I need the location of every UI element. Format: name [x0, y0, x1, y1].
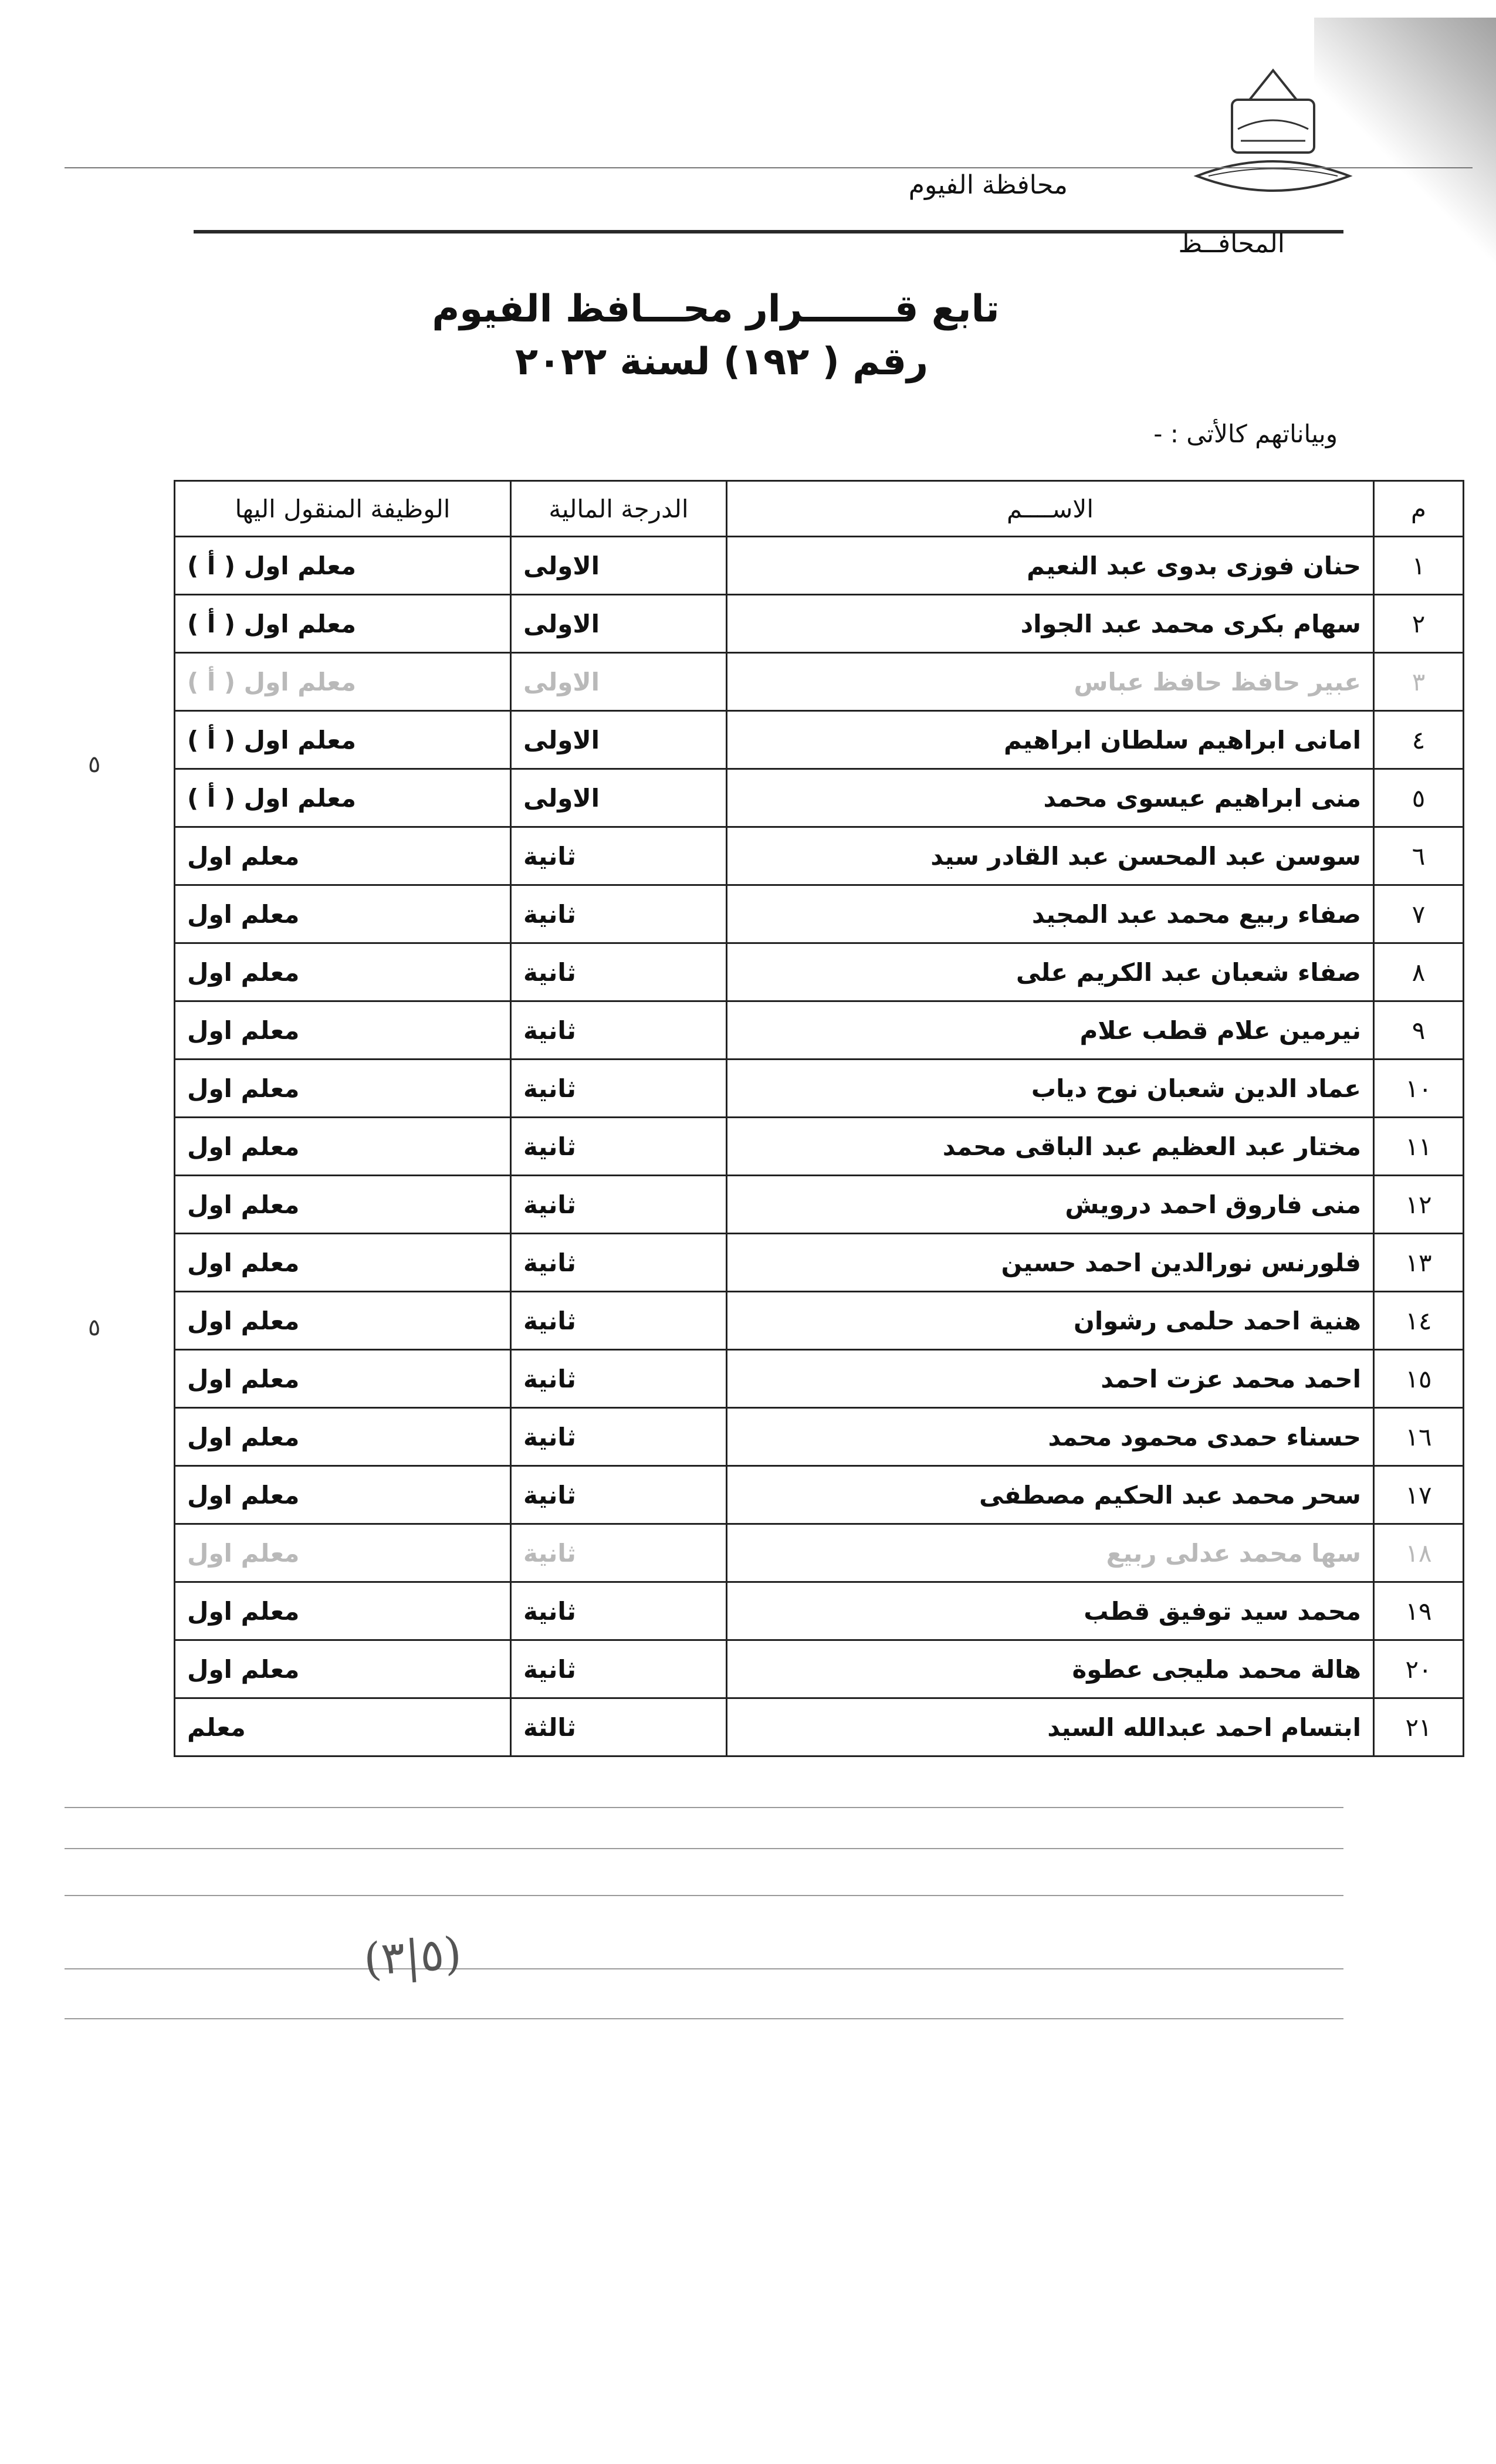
table-row — [175, 1176, 1464, 1234]
row-name: حسناء حمدى محمود محمد — [727, 1408, 1374, 1466]
row-grade: ثانية — [511, 1234, 727, 1292]
row-num: ٥ — [1374, 769, 1464, 827]
row-job: معلم اول — [175, 1582, 511, 1640]
row-num: ١٩ — [1374, 1582, 1464, 1640]
row-grade: الاولى — [511, 653, 727, 711]
row-grade: ثانية — [511, 1524, 727, 1582]
table-row — [175, 827, 1464, 885]
row-name: سها محمد عدلى ربيع — [727, 1524, 1374, 1582]
row-num: ٢٠ — [1374, 1640, 1464, 1698]
table-row — [175, 537, 1464, 595]
transfer-table — [174, 480, 1464, 1757]
intro-text: وبياناتهم كالأتى : - — [1153, 419, 1338, 448]
row-job: معلم اول ( أ ) — [175, 595, 511, 653]
margin-mark: ٥ — [88, 1314, 101, 1341]
row-grade: ثانية — [511, 1060, 727, 1118]
row-num: ١٤ — [1374, 1292, 1464, 1350]
row-job: معلم اول — [175, 1001, 511, 1060]
row-name: هنية احمد حلمى رشوان — [727, 1292, 1374, 1350]
row-grade: الاولى — [511, 769, 727, 827]
row-num: ٢ — [1374, 595, 1464, 653]
row-job: معلم اول — [175, 1350, 511, 1408]
row-name: مختار عبد العظيم عبد الباقى محمد — [727, 1118, 1374, 1176]
table-row — [175, 1292, 1464, 1350]
row-job: معلم اول ( أ ) — [175, 769, 511, 827]
ruled-line — [65, 2018, 1343, 2019]
row-name: ابتسام احمد عبدالله السيد — [727, 1698, 1374, 1756]
row-job: معلم اول — [175, 1524, 511, 1582]
row-num: ١٦ — [1374, 1408, 1464, 1466]
table-row — [175, 595, 1464, 653]
ruled-line — [65, 1848, 1343, 1849]
row-name: عماد الدين شعبان نوح دياب — [727, 1060, 1374, 1118]
row-name: سهام بكرى محمد عبد الجواد — [727, 595, 1374, 653]
row-num: ١٣ — [1374, 1234, 1464, 1292]
ruled-line — [65, 1968, 1343, 1969]
row-num: ٦ — [1374, 827, 1464, 885]
governor-label: المحافــظ — [1178, 229, 1285, 259]
row-num: ٨ — [1374, 943, 1464, 1001]
row-grade: ثانية — [511, 1582, 727, 1640]
table-row — [175, 1118, 1464, 1176]
table-row — [175, 1640, 1464, 1698]
table-row — [175, 1524, 1464, 1582]
row-job: معلم اول — [175, 1292, 511, 1350]
row-job: معلم اول — [175, 1176, 511, 1234]
header-rule — [194, 230, 1343, 233]
table-row — [175, 885, 1464, 943]
row-job: معلم اول ( أ ) — [175, 711, 511, 769]
governorate-name: محافظة الفيوم — [908, 170, 1068, 200]
table-row — [175, 943, 1464, 1001]
table-row — [175, 653, 1464, 711]
row-grade: ثانية — [511, 1640, 727, 1698]
row-grade: ثانية — [511, 1001, 727, 1060]
row-grade: ثانية — [511, 827, 727, 885]
header-job: الوظيفة المنقول اليها — [175, 481, 511, 537]
row-job: معلم اول ( أ ) — [175, 653, 511, 711]
row-num: ٧ — [1374, 885, 1464, 943]
row-num: ١٢ — [1374, 1176, 1464, 1234]
row-job: معلم اول — [175, 1408, 511, 1466]
row-num: ١٠ — [1374, 1060, 1464, 1118]
blank-area — [0, 2077, 1496, 2464]
row-grade: ثانية — [511, 943, 727, 1001]
row-grade: ثانية — [511, 1118, 727, 1176]
row-num: ٢١ — [1374, 1698, 1464, 1756]
row-grade: ثانية — [511, 885, 727, 943]
row-grade: ثانية — [511, 1408, 727, 1466]
row-job: معلم — [175, 1698, 511, 1756]
row-num: ٤ — [1374, 711, 1464, 769]
row-job: معلم اول — [175, 1234, 511, 1292]
row-name: سوسن عبد المحسن عبد القادر سيد — [727, 827, 1374, 885]
decree-title: تابع قـــــــرار محـــافظ الفيوم — [432, 287, 1000, 331]
table-row — [175, 1060, 1464, 1118]
table-row — [175, 1001, 1464, 1060]
row-grade: الاولى — [511, 711, 727, 769]
row-job: معلم اول — [175, 885, 511, 943]
row-name: هالة محمد مليجى عطوة — [727, 1640, 1374, 1698]
row-grade: الاولى — [511, 595, 727, 653]
table-row — [175, 1466, 1464, 1524]
row-name: منى ابراهيم عيسوى محمد — [727, 769, 1374, 827]
row-grade: ثالثة — [511, 1698, 727, 1756]
row-num: ١٨ — [1374, 1524, 1464, 1582]
ruled-line — [65, 1895, 1343, 1896]
row-job: معلم اول — [175, 1466, 511, 1524]
header-grade: الدرجة المالية — [511, 481, 727, 537]
table-row — [175, 1582, 1464, 1640]
row-num: ١١ — [1374, 1118, 1464, 1176]
header-name: الاســــم — [727, 481, 1374, 537]
header-rule-top — [65, 167, 1473, 168]
row-name: فلورنس نورالدين احمد حسين — [727, 1234, 1374, 1292]
header-num: م — [1374, 481, 1464, 537]
row-name: نيرمين علام قطب علام — [727, 1001, 1374, 1060]
table-row — [175, 769, 1464, 827]
row-num: ١٧ — [1374, 1466, 1464, 1524]
margin-mark: ٥ — [88, 751, 101, 778]
row-grade: ثانية — [511, 1466, 727, 1524]
table-row — [175, 1350, 1464, 1408]
row-name: سحر محمد عبد الحكيم مصطفى — [727, 1466, 1374, 1524]
row-job: معلم اول ( أ ) — [175, 537, 511, 595]
row-grade: ثانية — [511, 1176, 727, 1234]
row-job: معلم اول — [175, 943, 511, 1001]
row-job: معلم اول — [175, 1060, 511, 1118]
row-num: ١ — [1374, 537, 1464, 595]
row-name: منى فاروق احمد درويش — [727, 1176, 1374, 1234]
table-row — [175, 1408, 1464, 1466]
table-row — [175, 1698, 1464, 1756]
row-name: احمد محمد عزت احمد — [727, 1350, 1374, 1408]
table-row — [175, 711, 1464, 769]
row-grade: ثانية — [511, 1292, 727, 1350]
table-row — [175, 1234, 1464, 1292]
row-num: ١٥ — [1374, 1350, 1464, 1408]
row-num: ٣ — [1374, 653, 1464, 711]
decree-number: رقم ( ١٩٢) لسنة ٢٠٢٢ — [515, 340, 929, 384]
row-job: معلم اول — [175, 1640, 511, 1698]
row-name: حنان فوزى بدوى عبد النعيم — [727, 537, 1374, 595]
row-job: معلم اول — [175, 827, 511, 885]
row-job: معلم اول — [175, 1118, 511, 1176]
ruled-line — [65, 1807, 1343, 1808]
row-num: ٩ — [1374, 1001, 1464, 1060]
governorate-emblem — [1185, 59, 1361, 199]
page-number-handwritten: (٥|٣) — [362, 1927, 463, 1986]
row-name: عبير حافظ حافظ عباس — [727, 653, 1374, 711]
row-name: امانى ابراهيم سلطان ابراهيم — [727, 711, 1374, 769]
row-name: محمد سيد توفيق قطب — [727, 1582, 1374, 1640]
row-name: صفاء شعبان عبد الكريم على — [727, 943, 1374, 1001]
row-grade: ثانية — [511, 1350, 727, 1408]
table-header-row — [175, 481, 1464, 537]
row-name: صفاء ربيع محمد عبد المجيد — [727, 885, 1374, 943]
row-grade: الاولى — [511, 537, 727, 595]
